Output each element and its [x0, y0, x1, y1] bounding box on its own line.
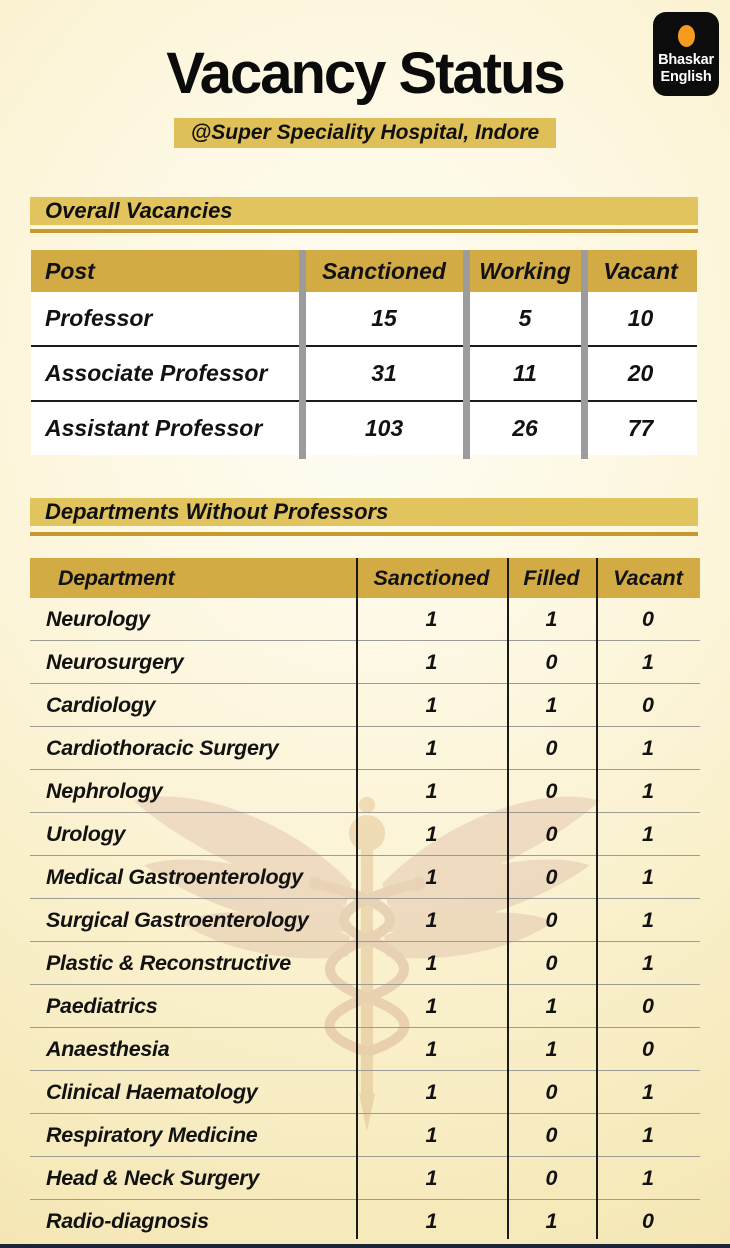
table-header-row [30, 558, 700, 598]
row-value: 1 [642, 778, 654, 803]
row-value: 0 [545, 778, 558, 803]
row-label: Paediatrics [46, 993, 158, 1018]
row-label: Respiratory Medicine [46, 1122, 258, 1147]
row-label: Assistant Professor [45, 415, 263, 441]
row-value: 31 [371, 360, 397, 386]
row-value: 0 [642, 1036, 654, 1061]
row-value: 1 [425, 649, 438, 674]
column-divider [596, 558, 598, 1239]
table-row [31, 292, 697, 345]
row-value: 1 [425, 1079, 438, 1104]
row-label: Cardiothoracic Surgery [46, 735, 279, 760]
row-value: 0 [545, 1079, 558, 1104]
row-value: 1 [425, 778, 438, 803]
departments-table [30, 558, 700, 1242]
row-value: 1 [642, 907, 654, 932]
row-value: 26 [512, 415, 538, 441]
row-value: 1 [425, 950, 438, 975]
row-value: 1 [642, 1122, 654, 1147]
row-value: 1 [545, 1036, 558, 1061]
row-value: 1 [425, 735, 438, 760]
row-value: 0 [545, 1165, 558, 1190]
row-value: 1 [425, 864, 438, 889]
row-value: 1 [642, 1079, 654, 1104]
column-divider [507, 558, 509, 1239]
table-row [30, 942, 700, 985]
column-header-vacant: Vacant [613, 565, 683, 590]
section-heading-departments [30, 498, 698, 526]
page-subtitle: @Super Speciality Hospital, Indore [174, 118, 556, 148]
section-underline [30, 532, 698, 536]
row-value: 1 [642, 735, 654, 760]
row-value: 0 [545, 821, 558, 846]
row-value: 1 [425, 993, 438, 1018]
table-row [31, 345, 697, 400]
row-value: 1 [425, 1036, 438, 1061]
column-divider [581, 250, 588, 459]
row-label: Clinical Haematology [46, 1079, 258, 1104]
row-value: 0 [545, 649, 558, 674]
table-row [30, 899, 700, 942]
column-header-sanctioned: Sanctioned [373, 565, 490, 590]
row-value: 1 [425, 821, 438, 846]
row-label: Medical Gastroenterology [46, 864, 303, 889]
row-label: Professor [45, 305, 153, 331]
column-divider [356, 558, 358, 1239]
table-body [30, 598, 700, 1242]
row-label: Anaesthesia [46, 1036, 170, 1061]
table-row [30, 770, 700, 813]
row-value: 1 [425, 1165, 438, 1190]
page-title: Vacancy Status [166, 41, 564, 106]
row-value: 0 [545, 907, 558, 932]
table-row [30, 727, 700, 770]
table-row [30, 985, 700, 1028]
row-label: Plastic & Reconstructive [46, 950, 291, 975]
row-value: 1 [545, 606, 558, 631]
table-row [31, 400, 697, 455]
row-value: 0 [545, 950, 558, 975]
row-value: 1 [642, 821, 654, 846]
section-heading-overall-vacancies [30, 197, 698, 225]
row-label: Cardiology [46, 692, 156, 717]
logo-text-line2: English [660, 68, 712, 85]
logo-text-line1: Bhaskar [658, 52, 714, 68]
row-value: 1 [642, 1165, 654, 1190]
row-label: Neurology [46, 606, 150, 631]
row-label: Surgical Gastroenterology [46, 907, 309, 932]
row-label: Associate Professor [45, 360, 268, 386]
column-divider [463, 250, 470, 459]
row-value: 1 [545, 993, 558, 1018]
column-header-post: Post [45, 257, 95, 284]
table-row [30, 1028, 700, 1071]
table-row [30, 1071, 700, 1114]
row-value: 1 [642, 864, 654, 889]
table-row [30, 856, 700, 899]
table-row [30, 1157, 700, 1200]
row-value: 20 [627, 360, 654, 386]
row-value: 0 [545, 864, 558, 889]
row-value: 1 [545, 1208, 558, 1233]
row-label: Head & Neck Surgery [46, 1165, 259, 1190]
row-value: 1 [425, 907, 438, 932]
row-value: 1 [642, 649, 654, 674]
row-label: Nephrology [46, 778, 163, 803]
overall-vacancies-table [31, 250, 697, 455]
row-value: 1 [425, 1122, 438, 1147]
row-value: 0 [642, 993, 654, 1018]
row-label: Neurosurgery [46, 649, 184, 674]
column-header-vacant: Vacant [603, 257, 678, 284]
row-label: Urology [46, 821, 126, 846]
row-label: Radio-diagnosis [46, 1208, 209, 1233]
row-value: 0 [642, 606, 654, 631]
table-row [30, 641, 700, 684]
column-header-working: Working [479, 257, 571, 284]
table-header-row [31, 250, 697, 292]
row-value: 5 [518, 305, 532, 331]
column-header-filled: Filled [523, 565, 580, 590]
row-value: 10 [627, 305, 654, 331]
column-header-department: Department [58, 565, 175, 590]
table-row [30, 1200, 700, 1242]
row-value: 1 [425, 606, 438, 631]
row-value: 1 [642, 950, 654, 975]
section-heading-label: Departments Without Professors [45, 499, 389, 524]
column-header-sanctioned: Sanctioned [322, 257, 446, 284]
page-subtitle-wrap [0, 118, 730, 148]
section-underline [30, 229, 698, 233]
table-row [30, 598, 700, 641]
row-value: 103 [364, 415, 404, 441]
row-value: 1 [545, 692, 558, 717]
bottom-accent-strip [0, 1244, 730, 1248]
row-value: 11 [513, 360, 537, 386]
row-value: 0 [545, 1122, 558, 1147]
row-value: 1 [425, 1208, 438, 1233]
section-heading-label: Overall Vacancies [45, 198, 233, 223]
table-row [30, 813, 700, 856]
table-row [30, 1114, 700, 1157]
table-row [30, 684, 700, 727]
column-divider [299, 250, 306, 459]
row-value: 0 [642, 692, 654, 717]
row-value: 15 [371, 305, 397, 331]
row-value: 77 [627, 415, 654, 441]
table-body [31, 292, 697, 455]
row-value: 0 [545, 735, 558, 760]
row-value: 0 [642, 1208, 654, 1233]
row-value: 1 [425, 692, 438, 717]
